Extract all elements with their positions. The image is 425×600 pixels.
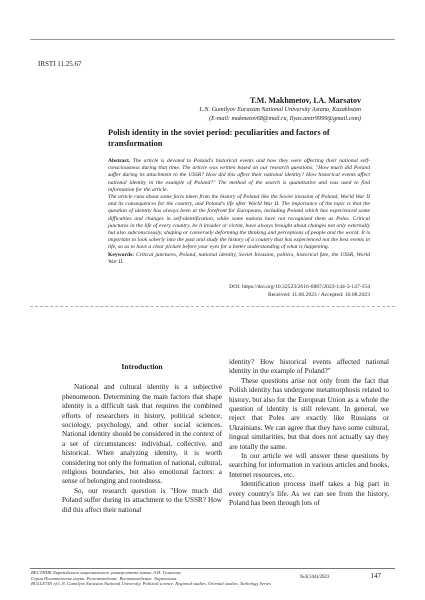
keywords-label: Keywords:: [108, 251, 135, 258]
abstract-text-1: The article is devoted to Poland's historical events and how they were affecting their national self-consciousness during that time. The article was written based on our research questions: "How much did Poland suffer during its attachment to the USSR? How did this affect their national identity? How historical events affect national identity in the example of Poland?" The method of the search is quantitative and was used to find information for the article.: [108, 158, 370, 193]
footer-line-2: Серия Политические науки. Регионоведение. Востоковедение. Тюркология.: [31, 575, 178, 581]
affiliation-university: L.N. Gumilyov Eurasian National University Astana, Kazakhstan: [199, 106, 361, 113]
doi-block: [50, 283, 370, 299]
left-paragraph-2: So, our research question is "How much did Poland suffer during its attachment to the USSR? How did this affect their national: [62, 486, 222, 514]
doi-link[interactable]: DOI: https://doi.org/10.32523/2616-6887/2023-144-3-147-154: [229, 284, 370, 290]
authors: T.M. Makhmetov, I.A. Marsatov: [250, 96, 361, 105]
journal-footer: [31, 570, 331, 587]
section-divider: [30, 306, 395, 307]
abstract-para-2: The article runs about some facts taken from the history of Poland like the Soviet invasion of Poland, World War II and its consequences for the country, and Poland's life after World War II. The importance of the topic is that the question of identity has always been at the forefront for Europeans, including Poland which has experienced some difficulties and changes in self-identification, while some nations have not recognized them as Poles. Critical junctures in the life of every country, be it invader or victim, have always brought about changes not only externally but also subconsciously, shaping or conversely deforming the thinking and perceptions of people and the world. It is important to look soberly into the past and study the history of a country that has experienced not the best events in life, so as to have a clear picture before your eyes for a better understanding of what is happening.: [108, 194, 370, 251]
issue-number: №3(144)/2023: [300, 575, 330, 580]
footer-rule: [30, 568, 395, 569]
irsti-code: IRSTI 11.25.67: [38, 60, 82, 68]
right-paragraph-1: identity? How historical events affected national identity in the example of Poland?": [229, 358, 389, 376]
keywords-text: Critical junctures, Poland, national identity, Soviet Invasion, politics, historical fate, the USSR, World War II.: [108, 251, 370, 265]
right-paragraph-4: Identification process itself takes a big part in every country's life. As we can see from the history, Poland has been through lots of: [229, 480, 389, 508]
affiliation-email: (E-mail: makmetov68@mail.ru, Ilyas.amir9999@gmail.com): [209, 114, 361, 122]
received-accepted-dates: Received: 11.06.2023 / Accepted: 10.08.2023: [267, 292, 370, 299]
abstract-para-1: [108, 158, 370, 194]
page-number: 147: [370, 572, 381, 580]
footer-line-1: ВЕСТНИК Евразийского национального университета имени Л.Н. Гумилева.: [31, 570, 182, 575]
article-title: Polish identity in the soviet period: peculiarities and factors of transformation: [108, 128, 330, 148]
left-column: [62, 362, 222, 515]
left-paragraph-1: National and cultural identity is a subjective phenomenon. Determining the main factors that shape identity is a difficult task that requires the combined efforts of researchers in history, political science, sociology, psychology, and other social sciences. National identity should be considered in the context of a set of circumstances: individual, collective, and historical. When analyzing identity, it is worth considering not only the formation of national, cultural, religious boundaries, but also emotional factors: a sense of belonging and rootedness.: [62, 383, 222, 486]
keywords: [108, 252, 370, 266]
top-rule: [30, 39, 395, 40]
footer-line-3: BULLETIN of L.N. Gumilyov Eurasian National University. Political science. Regional studies. Oriental studies. Turkology Series: [31, 581, 271, 587]
right-column: [229, 358, 389, 509]
section-heading-introduction: Introduction: [121, 362, 163, 371]
abstract: [108, 158, 370, 266]
right-paragraph-3: In our article we will answer these questions by searching for information in various articles and books, Internet resources, etc.: [229, 452, 389, 479]
abstract-label: Abstract.: [108, 158, 131, 164]
affiliation: [61, 106, 361, 123]
right-paragraph-2: These questions arise not only from the fact that Polish identity has undergone metamorphosis related to history, but also for the European Union as a whole the question of identity is still relevant. In general, we reject that Poles are exactly like Russians or Ukrainians. We can agree that they have some cultural, lingual similarities, but that does not actually say they are totally the same.: [229, 376, 389, 451]
